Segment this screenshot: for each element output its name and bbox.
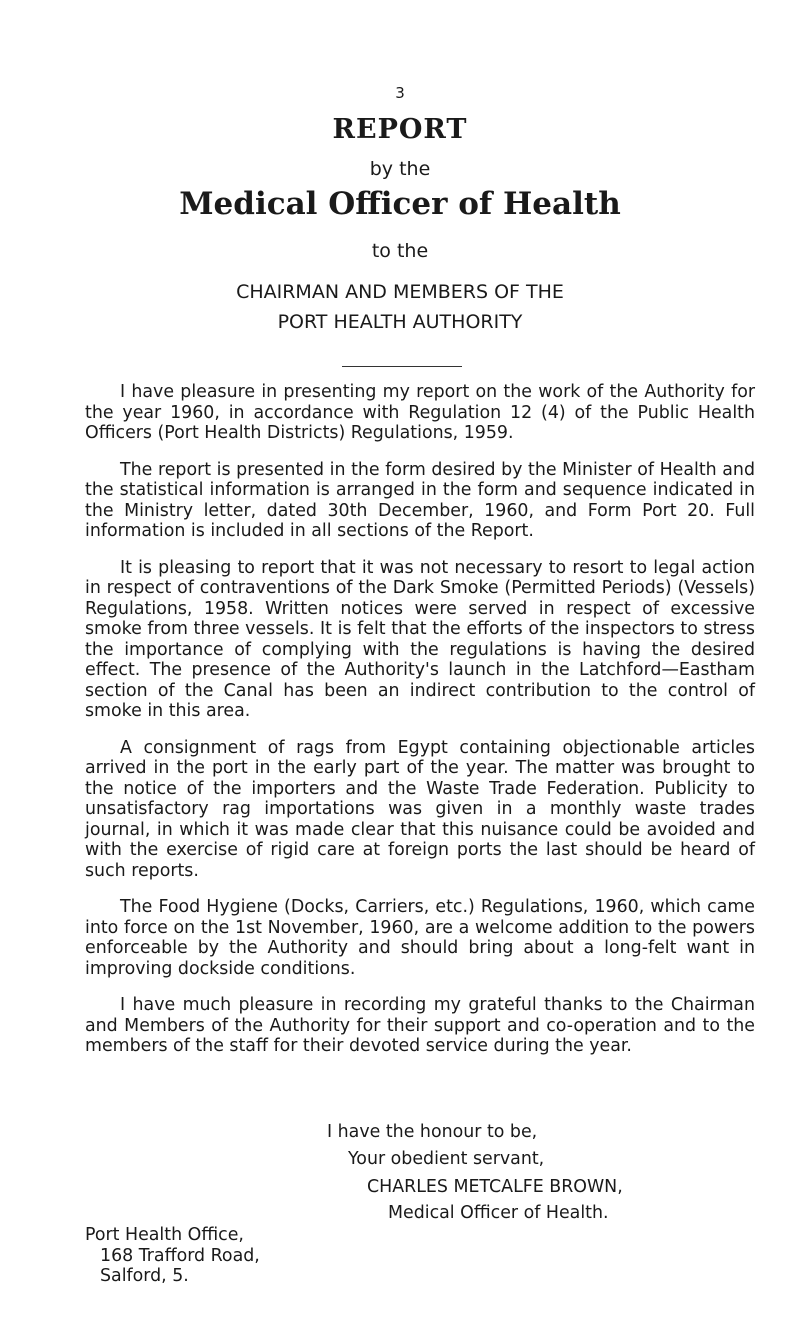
closing-honour: I have the honour to be,	[327, 1122, 538, 1142]
paragraph-intro: I have pleasure in presenting my report on the work of the Authority for the year 1960, in accordance with Regulation 12 (4) of the Public Health Officers (Port Health Districts) Regulations, 1959.	[85, 382, 755, 443]
address-line-2: 168 Trafford Road,	[100, 1245, 260, 1266]
page-number: 3	[395, 84, 405, 102]
addressee-line-1: CHAIRMAN AND MEMBERS OF THE	[236, 281, 564, 303]
paragraph-food-hygiene: The Food Hygiene (Docks, Carriers, etc.) Regulations, 1960, which came into force on the 1st November, 1960, are a welcome addition to the powers enforceable by the Authority and should bring about a long-felt want in improving dockside conditions.	[85, 897, 755, 979]
report-body	[85, 382, 755, 1073]
report-title: REPORT	[332, 114, 468, 145]
address-line-1: Port Health Office,	[85, 1225, 244, 1245]
divider-rule	[342, 366, 462, 367]
paragraph-smoke: It is pleasing to report that it was not necessary to resort to legal action in respect of contraventions of the Dark Smoke (Permitted Periods) (Vessels) Regulations, 1958. Written notices were served in respect of excessive smoke from three vessels. It is felt that the efforts of the inspectors to stress the importance of complying with the regulations is having the desired effect. The presence of the Authority's launch in the Latchford—Eastham section of the Canal has been an indirect contribution to the control of smoke in this area.	[85, 557, 755, 721]
to-the-line: to the	[371, 240, 429, 262]
signatory-name: CHARLES METCALFE BROWN,	[367, 1177, 623, 1197]
closing-servant: Your obedient servant,	[348, 1149, 545, 1169]
officer-title: Medical Officer of Health	[179, 186, 621, 222]
paragraph-thanks: I have much pleasure in recording my grateful thanks to the Chairman and Members of the Authority for their support and co-operation and to the members of the staff for their devoted service during the year.	[85, 995, 755, 1056]
paragraph-rags: A consignment of rags from Egypt containing objectionable articles arrived in the port in the early part of the year. The matter was brought to the notice of the importers and the Waste Trade Federation. Publicity to unsatisfactory rag importations was given in a monthly waste trades journal, in which it was made clear that this nuisance could be avoided and with the exercise of rigid care at foreign ports the last should be heard of such reports.	[85, 737, 755, 881]
signatory-title: Medical Officer of Health.	[388, 1203, 609, 1223]
address-line-3: Salford, 5.	[100, 1266, 189, 1286]
by-the-line: by the	[369, 158, 431, 180]
paragraph-form: The report is presented in the form desired by the Minister of Health and the statistical information is arranged in the form and sequence indicated in the Ministry letter, dated 30th December, 1960, and Form Port 20. Full information is included in all sections of the Report.	[85, 459, 755, 541]
address-block	[85, 1225, 260, 1287]
addressee-line-2: PORT HEALTH AUTHORITY	[277, 311, 523, 333]
addressee-block	[0, 277, 800, 337]
